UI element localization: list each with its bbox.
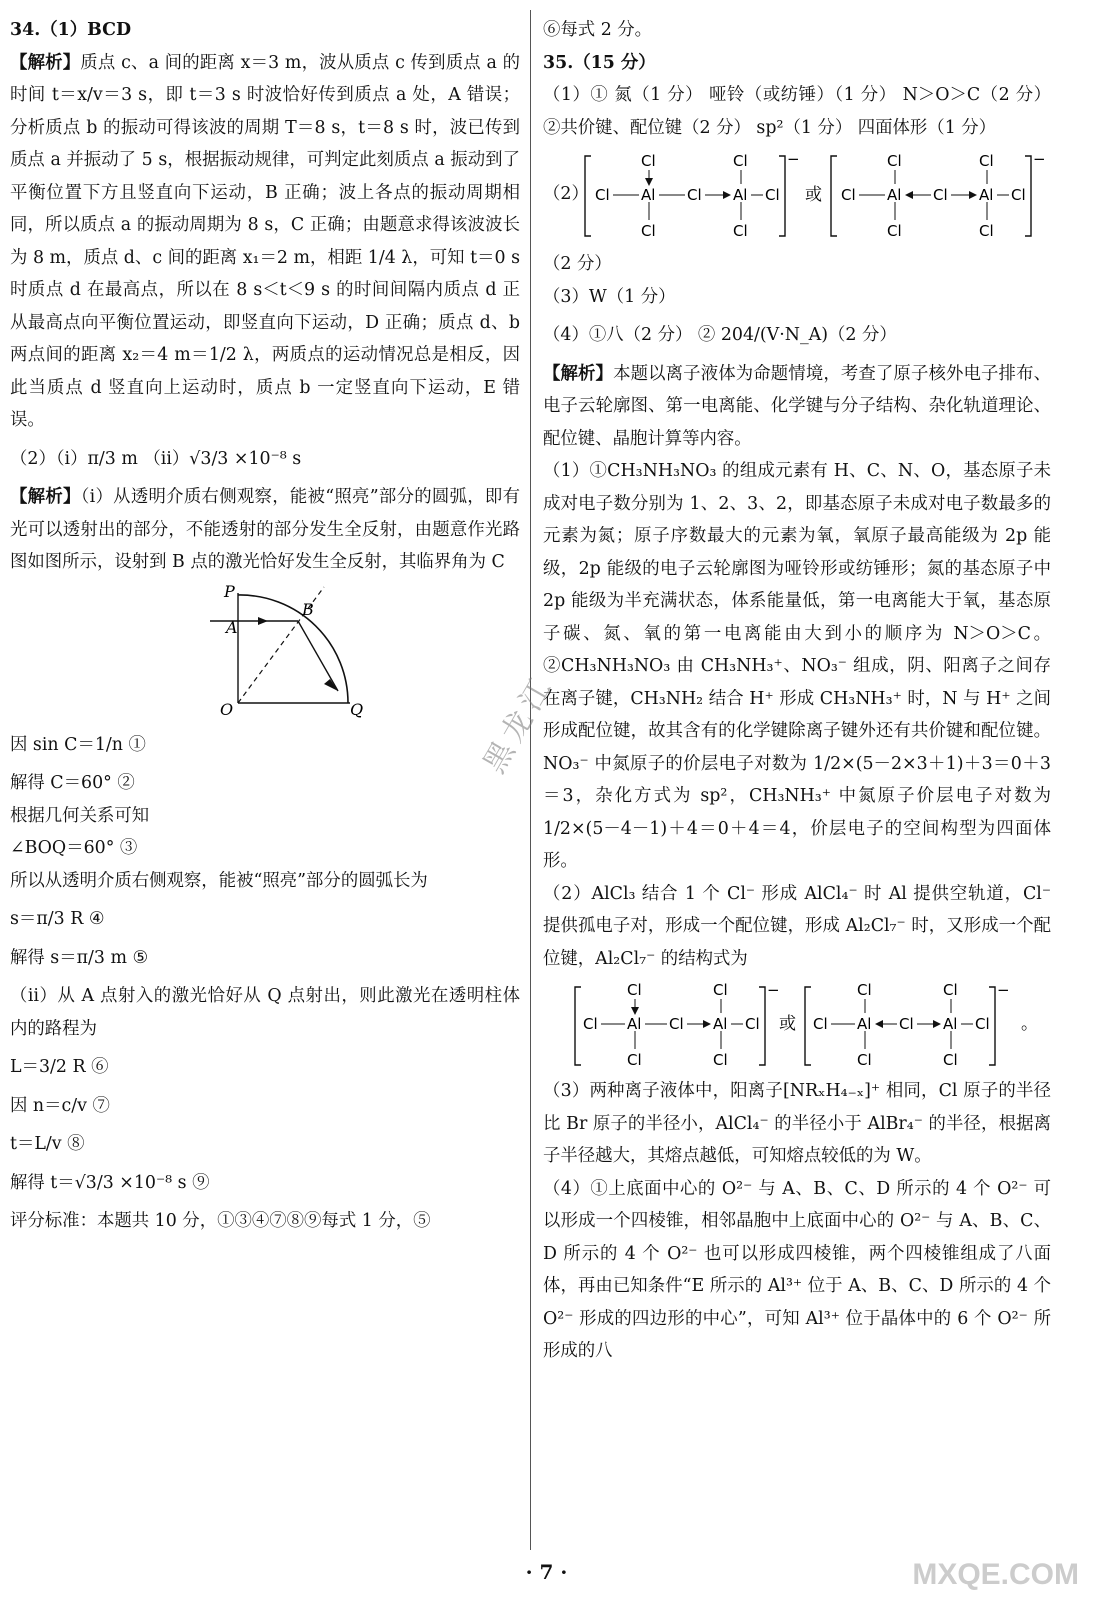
q34-part2-analysis (10, 481, 520, 579)
atom-cl-12: Cl (887, 222, 902, 240)
atom-cl-21: Cl (713, 1051, 728, 1069)
incident-arrow (258, 617, 268, 625)
atom-cl-20: Cl (713, 981, 728, 999)
eq-8: t＝L/v ⑧ (10, 1134, 85, 1154)
explanation-2-structures (543, 979, 1051, 1071)
answer-2-structures (543, 148, 1051, 244)
q34-analysis-text: 质点 c、a 间的距离 x＝3 m，波从质点 c 传到质点 a 的时间 t＝x/v＝3 s，即 t＝3 s 时波恰好传到质点 a 处，A 错误；分析质点 b 的振动可得该波的周期 T＝8 s，t＝8 s 时，波已传到质点 a 并振动了 5 s，根据振动规律，可判定此刻质点 a 振动到了平衡位置下方且竖直向下运动，B 正确；波上各点的振动周期相同，所以质点 a 的振动周期为 8 s，C 正确；由题意求得该波波长为 8 m，质点 d、c 间的距离 x₁＝2 m，相距 1/4 λ，可知 t＝0 s 时质点 d 在最高点，所以在 8 s＜t＜9 s 的时间间隔内质点 d 正从最高点向平衡位置运动，即竖直向下运动，D 正确；质点 d、b 两点间的距离 x₂＝4 m＝1/2 λ，两质点的运动情况总是相反，因此当质点 d 竖直向上运动时，质点 b 一定竖直向下运动，E 错误。 (10, 52, 520, 430)
atom-cl-28: Cl (943, 1051, 958, 1069)
atom-cl-23: Cl (899, 1015, 914, 1033)
eq-4: s＝π/3 R ④ (10, 909, 105, 929)
eq-1: 因 sin C＝1/n ① (10, 734, 146, 755)
column-divider (530, 10, 531, 1550)
q35-answer-3: （3）W（1 分） (543, 286, 676, 307)
atom-cl-22: Cl (813, 1015, 828, 1033)
label-q: Q (350, 699, 364, 719)
atom-cl-11: Cl (887, 152, 902, 170)
atom-cl-24: Cl (975, 1015, 990, 1033)
al2cl7-structure-explanation (573, 979, 1043, 1071)
eq-2: 解得 C＝60° ② (10, 773, 135, 793)
atom-cl-1: Cl (595, 186, 610, 204)
eq-9: 解得 t＝√3/3 ×10⁻⁸ s ⑨ (10, 1172, 210, 1193)
analysis-tag-2: 【解析】 (10, 487, 81, 507)
eq-3b: ∠BOQ＝60° ③ (10, 838, 138, 858)
atom-cl-3: Cl (765, 186, 780, 204)
atom-al-1: Al (641, 186, 656, 204)
q35-explanation-1: （1）①CH₃NH₃NO₃ 的组成元素有 H、C、N、O，基态原子未成对电子数分别为 1、2、3、2，即基态原子未成对电子数最多的元素为氮；原子序数最大的元素为氧，氧原子最高能级为 2p 能级，2p 能级的电子云轮廓图为哑铃形或纺锤形；氮的基态原子中 2p 能级为半充满状态，体系能量低，第一电离能大于氧，基态原子碳、氮、氧的第一电离能由大到小的顺序为 N＞O＞C。②CH₃NH₃NO₃ 由 CH₃NH₃⁺、NO₃⁻ 组成，阴、阳离子之间存在离子键，CH₃NH₂ 结合 H⁺ 形成 CH₃NH₃⁺ 时，N 与 H⁺ 之间形成配位键，故其含有的化学键除离子键外还有共价键和配位键。NO₃⁻ 中氮原子的价层电子对数为 1/2×(5－2×3＋1)＋3＝0＋3＝3，杂化方式为 sp²，CH₃NH₃⁺ 中氮原子价层电子对数为 1/2×(5－4－1)＋4＝0＋4＝4，价层电子的空间构型为四面体形。 (543, 461, 1051, 871)
atom-cl-13: Cl (979, 152, 994, 170)
atom-cl-6: Cl (733, 152, 748, 170)
page-number: · 7 · (525, 1560, 568, 1584)
atom-cl-15: Cl (583, 1015, 598, 1033)
q34-analysis (10, 47, 520, 437)
atom-al-4: Al (979, 186, 994, 204)
eq-7: 因 n＝c/v ⑦ (10, 1095, 110, 1116)
atom-cl-25: Cl (857, 981, 872, 999)
answer-2-score: （2 分） (543, 254, 612, 274)
analysis-intro-text: 本题以离子液体为命题情境，考查了原子核外电子排布、电子云轮廓图、第一电离能、化学键与分子结构、杂化轨道理论、配位键、晶胞计算等内容。 (543, 363, 1051, 449)
eq-6: L＝3/2 R ⑥ (10, 1057, 109, 1077)
eq-5: 解得 s＝π/3 m ⑤ (10, 947, 149, 968)
q35-explanation-4: （4）①上底面中心的 O²⁻ 与 A、B、C、D 所示的 4 个 O²⁻ 可以形成一个四棱锥，相邻晶胞中上底面中心的 O²⁻ 与 A、B、C、D 所示的 4 个 O²⁻ 也可以形成四棱锥，两个四棱锥组成了八面体，再由已知条件“E 所示的 Al³⁺ 位于 A、B、C、D 所示的 4 个 O²⁻ 形成的四边形的中心”，可知 Al³⁺ 位于晶体中的 6 个 O²⁻ 所形成的八 (543, 1178, 1051, 1361)
label-a: A (226, 617, 238, 637)
q35-explanation-2: （2）AlCl₃ 结合 1 个 Cl⁻ 形成 AlCl₄⁻ 时 Al 提供空轨道，Cl⁻ 提供孤电子对，形成一个配位键，形成 Al₂Cl₇⁻ 时，又形成一个配位键，Al₂Cl₇⁻ 的结构式为 (543, 883, 1051, 969)
structure-period: 。 (1021, 1014, 1038, 1034)
site-logo: MXQE.COM (912, 1558, 1079, 1591)
atom-cl-17: Cl (745, 1015, 760, 1033)
atom-cl-14: Cl (979, 222, 994, 240)
q34-answer: 34.（1）BCD (10, 20, 132, 40)
q35-answer-1: （1）① 氮（1 分） 哑铃（或纺锤）（1 分） N＞O＞C（2 分） ②共价键、配位键（2 分） sp²（1 分） 四面体形（1 分） (543, 85, 1051, 138)
atom-al-3: Al (887, 186, 902, 204)
atom-cl-26: Cl (857, 1051, 872, 1069)
analysis-tag-3: 【解析】 (543, 363, 614, 384)
charge-1: − (787, 150, 800, 168)
label-b: B (302, 599, 314, 619)
score-standard: 评分标准：本题共 10 分，①③④⑦⑧⑨每式 1 分，⑤ (10, 1211, 431, 1231)
atom-al-8: Al (943, 1015, 958, 1033)
structure-or: 或 (805, 185, 822, 205)
atom-cl-18: Cl (627, 981, 642, 999)
atom-al-7: Al (857, 1015, 872, 1033)
q35-analysis-intro (543, 358, 1051, 456)
atom-cl-8: Cl (841, 186, 856, 204)
label-o: O (220, 699, 234, 719)
analysis-tag: 【解析】 (10, 52, 81, 73)
eq-3a: 根据几何关系可知 (10, 805, 150, 826)
score-continuation: ⑥每式 2 分。 (543, 20, 653, 40)
light-path-figure (10, 583, 520, 723)
atom-cl-9: Cl (933, 186, 948, 204)
q35-answer-4: （4）①八（2 分） ② 204/(V·N_A)（2 分） (543, 325, 897, 345)
atom-cl-19: Cl (627, 1051, 642, 1069)
q35-title: 35.（15 分） (543, 52, 656, 73)
reflected-arrow (324, 679, 338, 691)
atom-cl-7: Cl (733, 222, 748, 240)
light-path-diagram (190, 583, 390, 723)
atom-cl-27: Cl (943, 981, 958, 999)
reflected-ray (298, 621, 338, 691)
watermark: 黑龙江 (476, 668, 562, 780)
atom-cl-4: Cl (641, 152, 656, 170)
q34-part2-answer: （2）（ⅰ）π/3 m （ⅱ）√3/3 ×10⁻⁸ s (10, 448, 302, 469)
atom-cl-10: Cl (1011, 186, 1026, 204)
q35-explanation-3: （3）两种离子液体中，阳离子[NRₓH₄₋ₓ]⁺ 相同，Cl 原子的半径比 Br 原子的半径小，AlCl₄⁻ 的半径小于 AlBr₄⁻ 的半径，根据离子半径越大，其熔点越低，可知熔点较低的为 W。 (543, 1081, 1051, 1166)
answer-2-prefix: （2） (543, 184, 589, 204)
charge-2: − (1033, 150, 1046, 168)
eq-6-pre: （ⅱ）从 A 点射入的激光恰好从 Q 点射出，则此激光在透明柱体内的路程为 (10, 986, 520, 1039)
eq-4-pre: 所以从透明介质右侧观察，能被“照亮”部分的圆弧长为 (10, 870, 428, 891)
al2cl7-structure-answer (583, 148, 1053, 244)
atom-cl-5: Cl (641, 222, 656, 240)
q34-part2-analysis-text: （ⅰ）从透明介质右侧观察，能被“照亮”部分的圆弧，即有光可以透射出的部分，不能透射的部分发生全反射，由题意作光路图如图所示，设射到 B 点的激光恰好发生全反射，其临界角为 C (10, 487, 520, 572)
charge-3: − (767, 981, 780, 999)
atom-al-5: Al (627, 1015, 642, 1033)
atom-cl-2: Cl (687, 186, 702, 204)
right-column (543, 14, 1051, 1368)
atom-al-2: Al (733, 186, 748, 204)
label-p: P (224, 582, 235, 601)
structure-or-2: 或 (779, 1014, 796, 1034)
atom-cl-16: Cl (669, 1015, 684, 1033)
atom-al-6: Al (713, 1015, 728, 1033)
left-column (10, 14, 520, 1238)
charge-4: − (997, 981, 1010, 999)
